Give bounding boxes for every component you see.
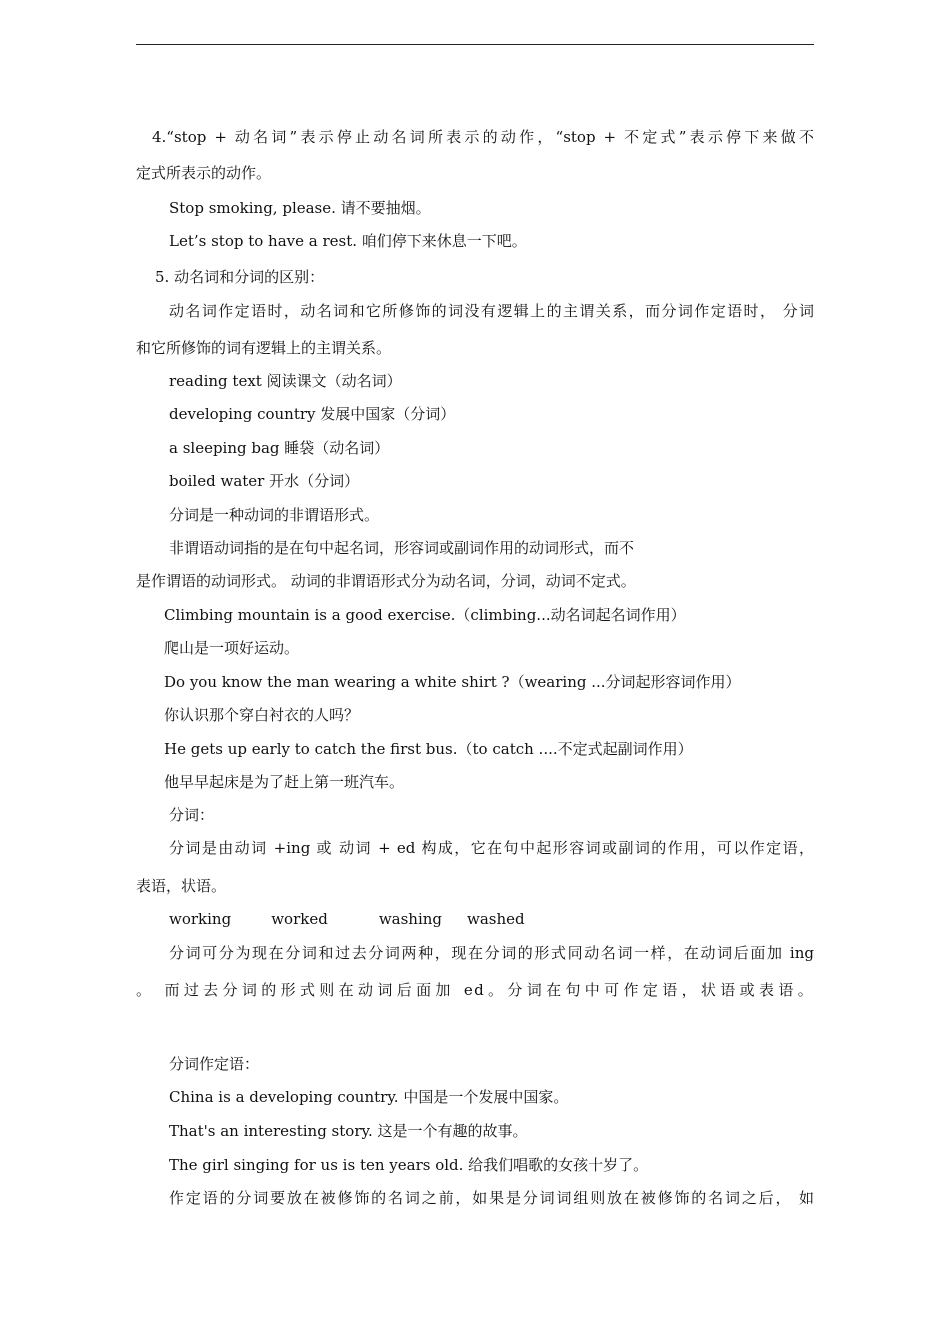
example-china-developing: China is a developing country. 中国是一个发展中国家。	[169, 1088, 569, 1106]
example-stop-smoking: Stop smoking, please. 请不要抽烟。	[169, 199, 431, 217]
word-washed: washed	[467, 910, 525, 928]
example-boiled-water: boiled water 开水（分词）	[169, 472, 360, 490]
example-developing-country: developing country 发展中国家（分词）	[169, 405, 456, 423]
example-reading-text: reading text 阅读课文（动名词）	[169, 372, 402, 390]
example-sleeping-bag: a sleeping bag 睡袋（动名词）	[169, 439, 390, 457]
non-finite-definition-1: 非谓语动词指的是在句中起名词，形容词或副词作用的动词形式，而不	[169, 539, 635, 557]
word-washing: washing	[378, 910, 443, 928]
example-to-catch-translation: 他早早起床是为了赶上第一班汽车。	[164, 773, 405, 791]
word-worked: worked	[271, 910, 328, 928]
participle-attributive-heading: 分词作定语：	[169, 1055, 260, 1073]
participle-types-2: 。 而过去分词的形式则在动词后面加 ed。分词在句中可作定语，状语或表语。	[136, 981, 814, 999]
participle-types-1: 分词可分为现在分词和过去分词两种，现在分词的形式同动名词一样，在动词后面加 ing	[169, 944, 814, 962]
participle-formation-2: 表语，状语。	[136, 877, 227, 895]
example-to-catch: He gets up early to catch the first bus.（to catch ....不定式起副词作用）	[164, 740, 693, 758]
point-5-heading: 5. 动名词和分词的区别：	[155, 268, 325, 286]
word-list	[169, 909, 525, 929]
point-4-line-1: 4.“stop + 动名词”表示停止动名词所表示的动作，“stop + 不定式”表示停下来做不	[152, 128, 814, 146]
header-rule	[136, 44, 814, 45]
participle-definition: 分词是一种动词的非谓语形式。	[169, 506, 380, 524]
example-climbing: Climbing mountain is a good exercise.（climbing...动名词起名词作用）	[164, 606, 686, 624]
example-interesting-story: That's an interesting story. 这是一个有趣的故事。	[169, 1122, 528, 1140]
example-climbing-translation: 爬山是一项好运动。	[164, 639, 300, 657]
example-wearing: Do you know the man wearing a white shirt ?（wearing ...分词起形容词作用）	[164, 673, 741, 691]
word-working: working	[169, 910, 232, 928]
point-4-line-2: 定式所表示的动作。	[136, 164, 272, 182]
paragraph-gerund-vs-participle-1: 动名词作定语时，动名词和它所修饰的词没有逻辑上的主谓关系，而分词作定语时， 分词	[169, 302, 814, 320]
paragraph-gerund-vs-participle-2: 和它所修饰的词有逻辑上的主谓关系。	[136, 339, 392, 357]
participle-heading: 分词：	[169, 806, 215, 824]
participle-position-rule: 作定语的分词要放在被修饰的名词之前，如果是分词词组则放在被修饰的名词之后， 如	[169, 1189, 814, 1207]
example-stop-to-rest: Let’s stop to have a rest. 咱们停下来休息一下吧。	[169, 232, 527, 250]
participle-formation-1: 分词是由动词 +ing 或 动词 + ed 构成，它在句中起形容词或副词的作用，可以作定语，	[169, 839, 814, 857]
example-wearing-translation: 你认识那个穿白衬衣的人吗？	[164, 706, 360, 724]
example-girl-singing: The girl singing for us is ten years old. 给我们唱歌的女孩十岁了。	[169, 1156, 649, 1174]
non-finite-definition-2: 是作谓语的动词形式。 动词的非谓语形式分为动名词，分词，动词不定式。	[136, 572, 636, 590]
